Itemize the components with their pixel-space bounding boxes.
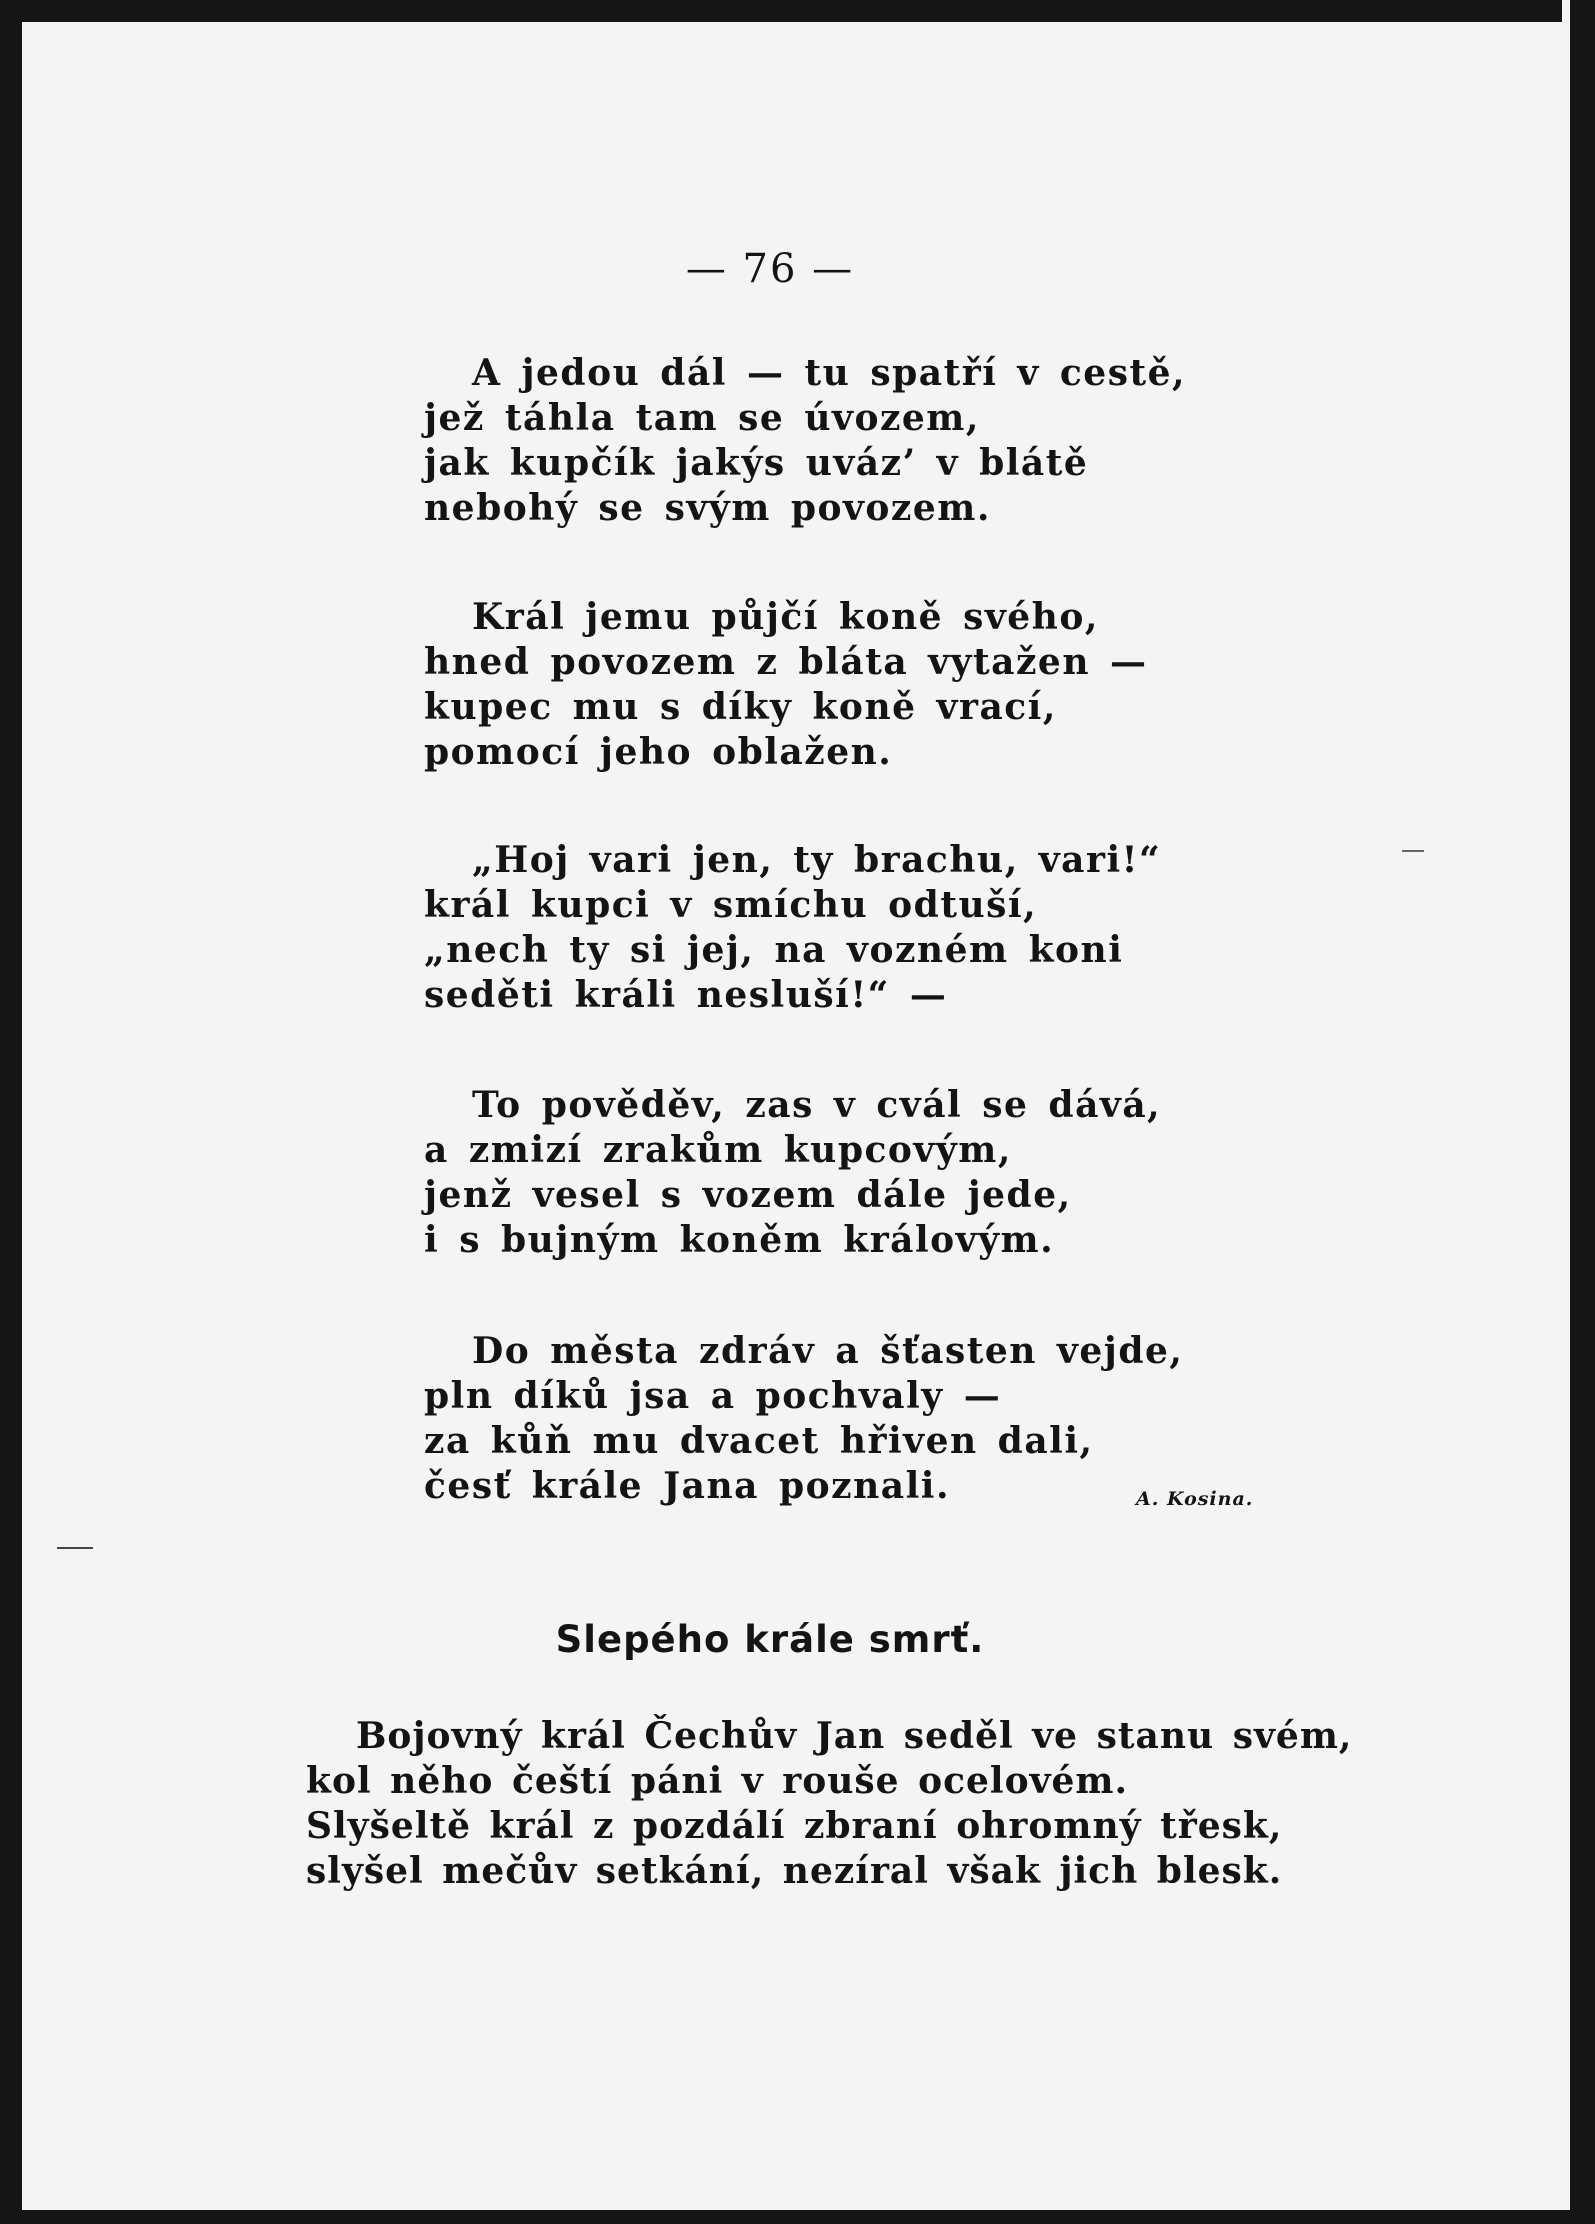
poem-line: seděti králi nesluší!“ — xyxy=(424,974,948,1016)
poem-line: jež táhla tam se úvozem, xyxy=(424,397,980,439)
poem-line: pln díků jsa a pochvaly — xyxy=(424,1375,1002,1417)
scan-border-left xyxy=(0,0,22,2224)
poem-line: A jedou dál — tu spatří v cestě, xyxy=(472,352,1187,394)
scan-gap-right xyxy=(1562,0,1570,2224)
poem-line: kupec mu s díky koně vrací, xyxy=(424,686,1057,728)
author-signature: A. Kosina. xyxy=(1136,1488,1254,1510)
scan-mark xyxy=(57,1547,93,1549)
poem-line: To pověděv, zas v cvál se dává, xyxy=(472,1084,1162,1126)
poem-stanza-4 xyxy=(424,1083,1224,1263)
poem-line: pomocí jeho oblažen. xyxy=(424,731,893,773)
poem-line: jenž vesel s vozem dále jede, xyxy=(424,1174,1072,1216)
poem-stanza-1 xyxy=(424,351,1224,531)
poem-line: Slyšeltě král z pozdálí zbraní ohromný třesk, xyxy=(306,1805,1283,1847)
poem-line: Král jemu půjčí koně svého, xyxy=(472,596,1099,638)
poem-line: hned povozem z bláta vytažen — xyxy=(424,641,1148,683)
poem-line: česť krále Jana poznali. xyxy=(424,1465,951,1507)
poem-line: slyšel mečův setkání, nezíral však jich blesk. xyxy=(306,1850,1283,1892)
section-stanza xyxy=(306,1714,1353,1894)
poem-line: „nech ty si jej, na vozném koni xyxy=(424,929,1124,971)
poem-line: král kupci v smíchu odtuší, xyxy=(424,884,1038,926)
poem-line: a zmizí zrakům kupcovým, xyxy=(424,1129,1012,1171)
scan-border-bottom xyxy=(0,2210,1595,2224)
poem-stanza-3 xyxy=(424,838,1224,1018)
poem-line: nebohý se svým povozem. xyxy=(424,487,991,529)
poem-stanza-2 xyxy=(424,595,1224,775)
poem-line: Do města zdráv a šťasten vejde, xyxy=(472,1330,1184,1372)
section-title: Slepého krále smrť. xyxy=(555,1618,985,1661)
scan-border-top xyxy=(0,0,1595,22)
poem-line: za kůň mu dvacet hřiven dali, xyxy=(424,1420,1094,1462)
page-number: — 76 — xyxy=(685,246,855,292)
poem-stanza-5 xyxy=(424,1329,1224,1509)
scan-mark xyxy=(1402,850,1424,852)
poem-line: kol něho čeští páni v rouše ocelovém. xyxy=(306,1760,1129,1802)
poem-line: i s bujným koněm královým. xyxy=(424,1219,1055,1261)
poem-line: Bojovný král Čechův Jan seděl ve stanu svém, xyxy=(356,1715,1353,1757)
poem-line: jak kupčík jakýs uváz’ v blátě xyxy=(424,442,1089,484)
poem-line: „Hoj vari jen, ty brachu, vari!“ xyxy=(472,839,1162,881)
